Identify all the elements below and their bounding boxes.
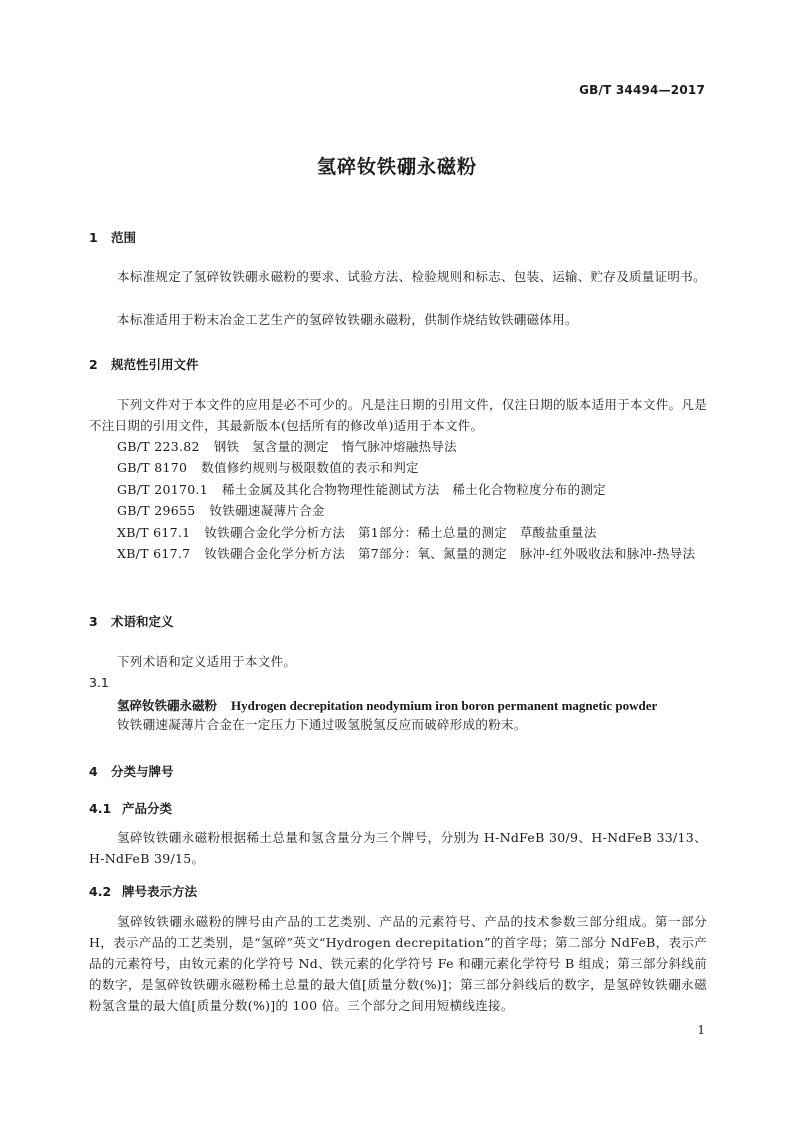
term-definition: 钕铁硼速凝薄片合金在一定压力下通过吸氢脱氢反应而破碎形成的粉末。 <box>117 717 527 732</box>
reference-title: 钢铁 氢含量的测定 惰气脉冲熔融热导法 <box>213 439 457 454</box>
standard-code: GB/T 34494—2017 <box>579 83 705 97</box>
reference-code: GB/T 20170.1 <box>117 482 208 497</box>
section-title: 牌号表示方法 <box>122 884 198 899</box>
term-english: Hydrogen decrepitation neodymium iron boron permanent magnetic powder <box>231 698 658 713</box>
section-1-paragraph-2: 本标准适用于粉末冶金工艺生产的氢碎钕铁硼永磁粉，供制作烧结钕铁硼磁体用。 <box>117 312 578 327</box>
section-number: 4 <box>89 764 98 779</box>
reference-item <box>89 543 707 564</box>
section-number: 2 <box>89 357 98 372</box>
reference-item <box>89 457 707 478</box>
section-title: 分类与牌号 <box>111 764 174 779</box>
reference-code: GB/T 8170 <box>117 460 188 475</box>
section-4-1-heading <box>89 799 172 817</box>
section-4-1-paragraph: 氢碎钕铁硼永磁粉根据稀土总量和氢含量分为三个牌号，分别为 H-NdFeB 30/9、H-NdFeB 33/13、H-NdFeB 39/15。 <box>89 830 707 866</box>
reference-item <box>89 522 707 543</box>
reference-title: 钕铁硼合金化学分析方法 第7部分：氧、氮量的测定 脉冲-红外吸收法和脉冲-热导法 <box>204 546 696 561</box>
section-4-heading <box>89 762 174 780</box>
reference-code: GB/T 223.82 <box>117 439 200 454</box>
section-2-paragraph-1: 下列文件对于本文件的应用是必不可少的。凡是注日期的引用文件，仅注日期的版本适用于本文件。凡是不注日期的引用文件，其最新版本(包括所有的修改单)适用于本文件。 <box>89 397 707 433</box>
reference-title: 钕铁硼合金化学分析方法 第1部分：稀土总量的测定 草酸盐重量法 <box>204 525 597 540</box>
section-3-paragraph-1: 下列术语和定义适用于本文件。 <box>117 654 297 669</box>
term-entry <box>117 696 657 714</box>
reference-title: 稀土金属及其化合物物理性能测试方法 稀土化合物粒度分布的测定 <box>221 482 606 497</box>
section-4-2-paragraph: 氢碎钕铁硼永磁粉的牌号由产品的工艺类别、产品的元素符号、产品的技术参数三部分组成。第一部分 H，表示产品的工艺类别，是“氢碎”英文“Hydrogen decrepitation”的首字母；第二部分 NdFeB，表示产品的元素符号，由钕元素的化学符号 Nd、铁元素的化学符号 Fe 和硼元素化学符号 B 组成；第三部分斜线前的数字，是氢碎钕铁硼永磁粉稀土总量的最大值[质量分数(%)]；第三部分斜线后的数字，是氢碎钕铁硼永磁粉氢含量的最大值[质量分数(%)]的 100 倍。三个部分之间用短横线连接。 <box>89 914 707 1013</box>
term-chinese: 氢碎钕铁硼永磁粉 <box>117 698 218 713</box>
section-title: 范围 <box>111 230 137 245</box>
section-title: 产品分类 <box>122 801 173 816</box>
reference-title: 钕铁硼速凝薄片合金 <box>209 503 325 518</box>
section-2-heading <box>89 355 199 373</box>
section-number: 4.2 <box>89 884 112 899</box>
section-number: 1 <box>89 230 98 245</box>
term-number: 3.1 <box>89 675 109 690</box>
reference-item <box>89 500 707 521</box>
section-title: 术语和定义 <box>111 614 174 629</box>
section-1-paragraph-1: 本标准规定了氢碎钕铁硼永磁粉的要求、试验方法、检验规则和标志、包装、运输、贮存及质量证明书。 <box>117 269 706 284</box>
section-number: 3 <box>89 614 98 629</box>
page-number: 1 <box>697 1023 705 1037</box>
reference-code: XB/T 617.7 <box>117 546 191 561</box>
section-1-heading <box>89 228 136 246</box>
section-number: 4.1 <box>89 801 112 816</box>
reference-code: GB/T 29655 <box>117 503 196 518</box>
document-title: 氢碎钕铁硼永磁粉 <box>316 156 477 178</box>
section-title: 规范性引用文件 <box>111 357 199 372</box>
reference-item <box>89 479 707 500</box>
reference-title: 数值修约规则与极限数值的表示和判定 <box>201 460 419 475</box>
section-4-2-heading <box>89 882 197 900</box>
reference-code: XB/T 617.1 <box>117 525 191 540</box>
section-3-heading <box>89 612 174 630</box>
reference-item <box>89 436 707 457</box>
